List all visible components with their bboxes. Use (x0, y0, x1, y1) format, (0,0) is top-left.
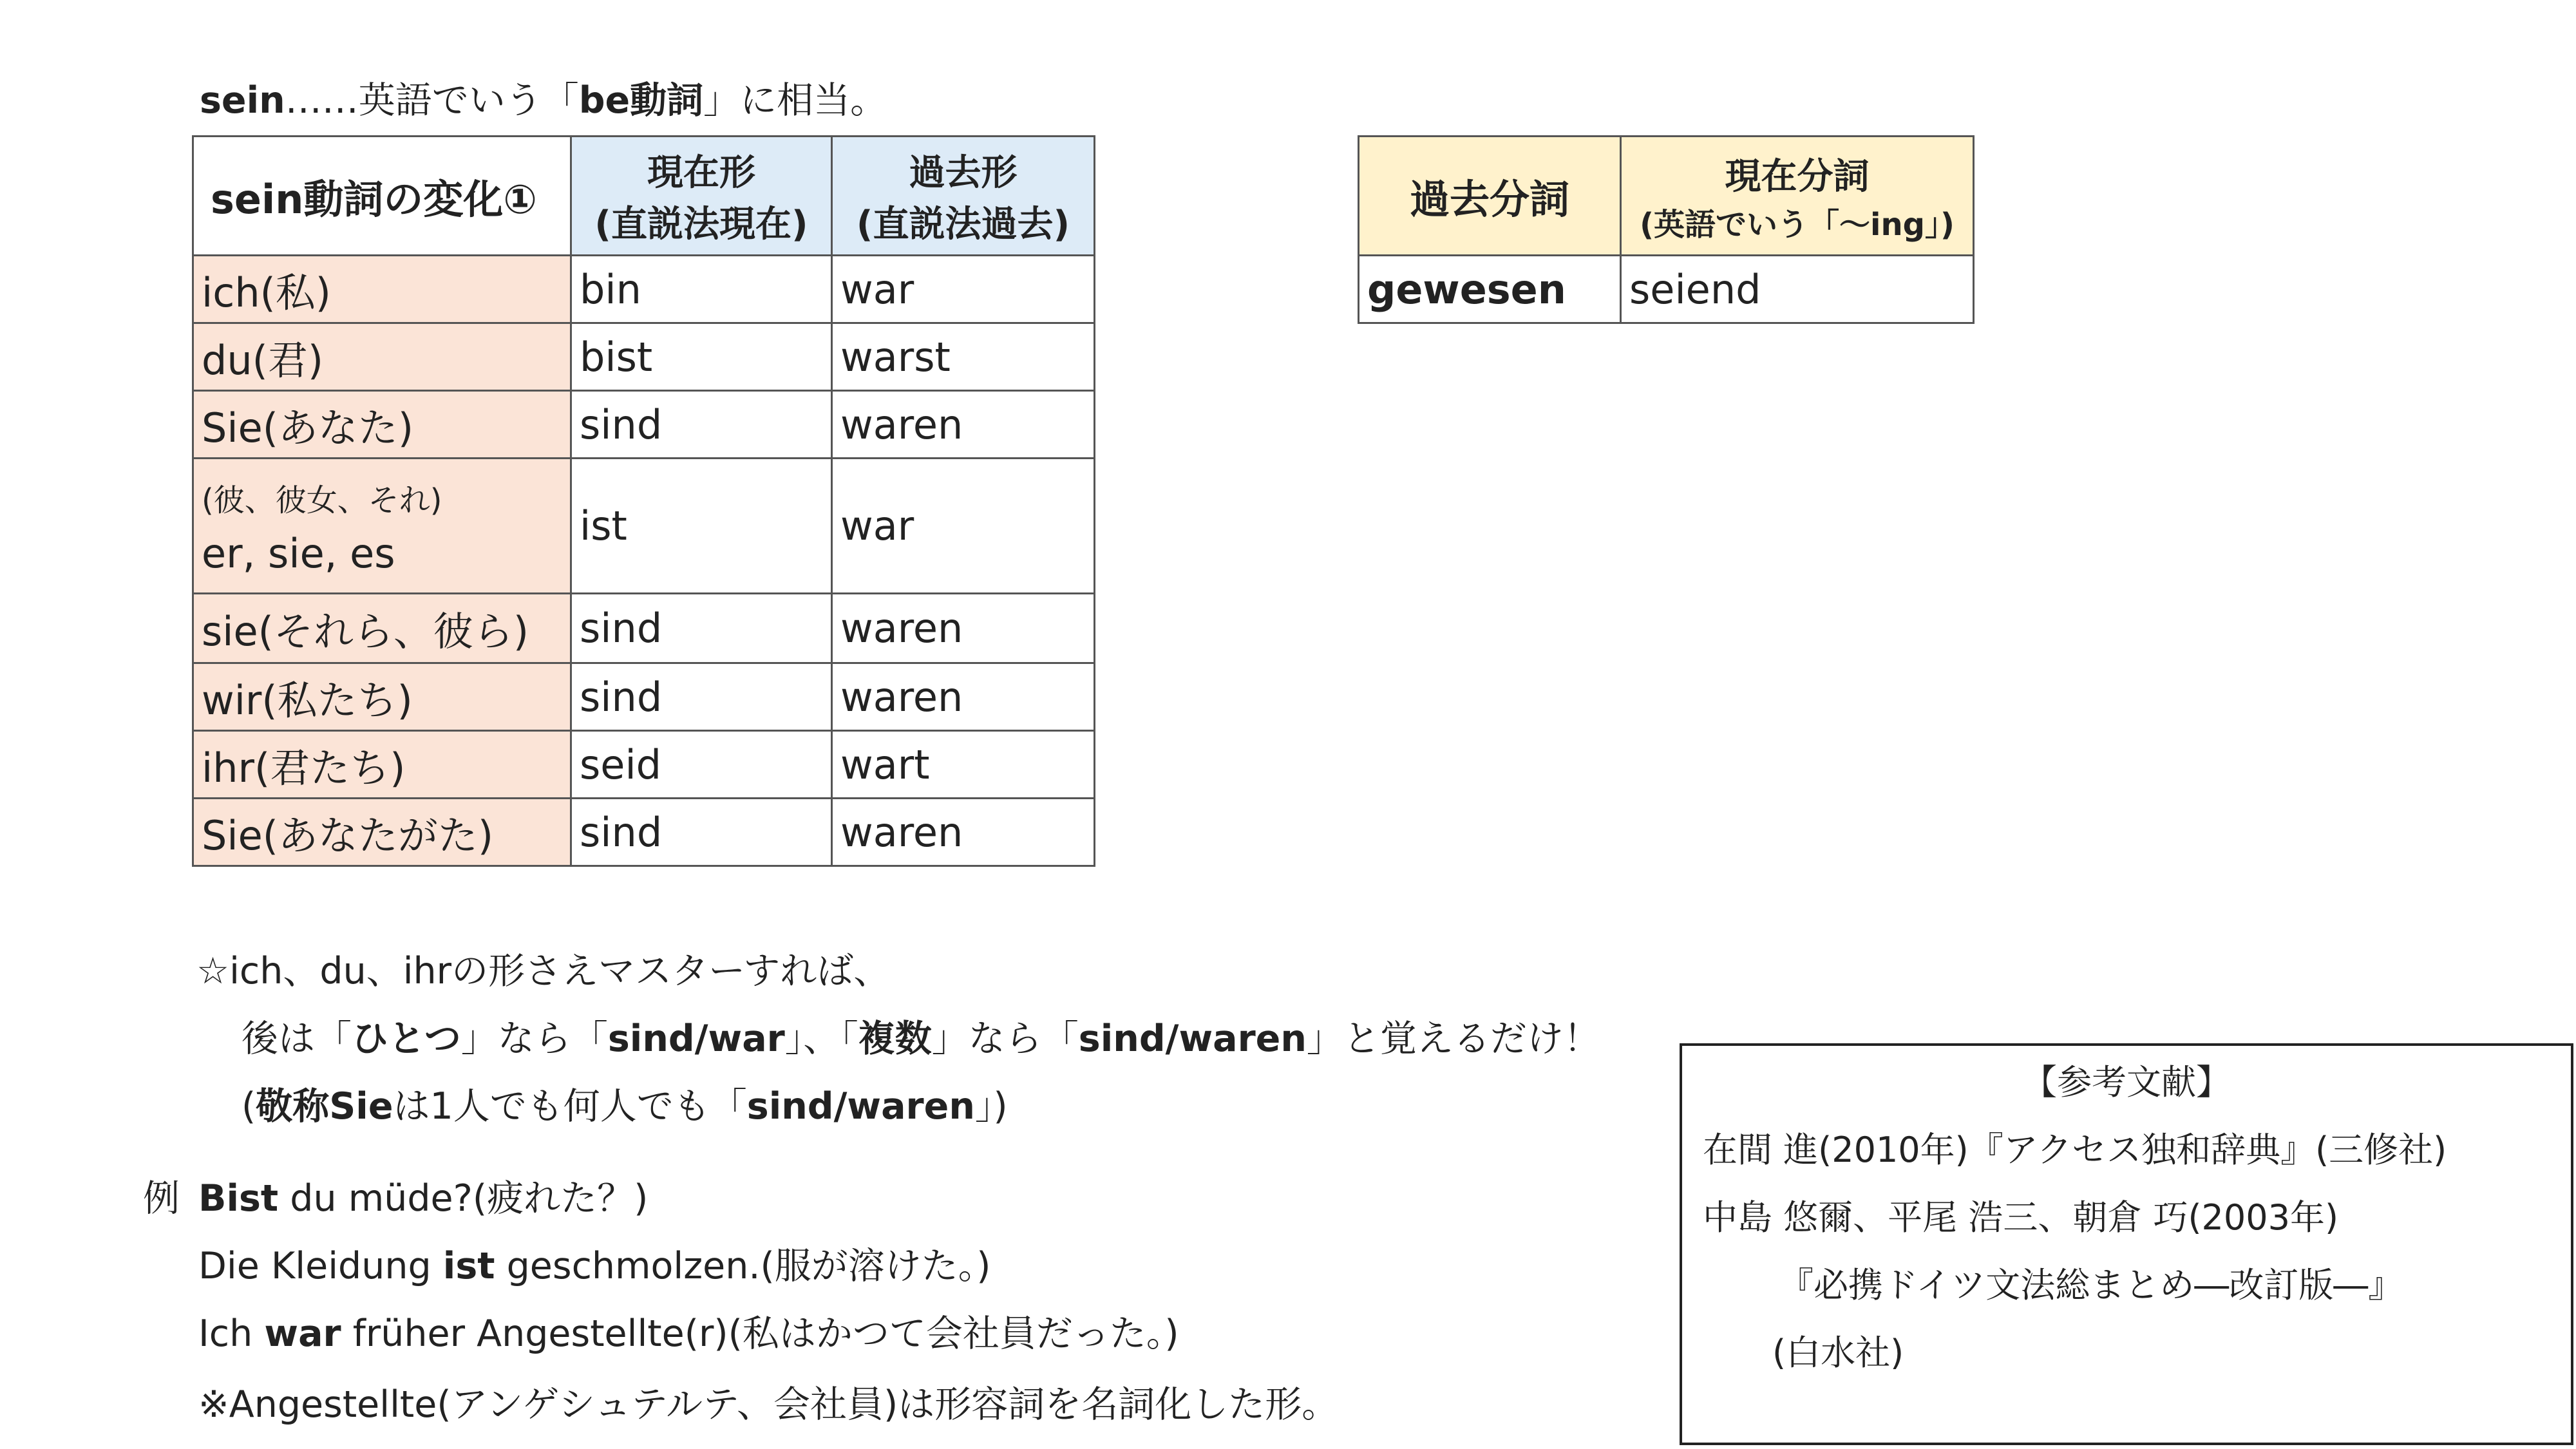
intro-line (200, 79, 887, 122)
intro-tail: 」に相当。 (703, 79, 887, 122)
reference-2-line-3: (白水社) (1772, 1332, 1904, 1373)
pronoun-cell: du(君) (193, 323, 571, 391)
table-row (193, 799, 1095, 866)
table-title: sein動詞の変化① (193, 137, 571, 256)
references-box (1680, 1043, 2573, 1445)
example-label: 例 (143, 1177, 180, 1220)
intro-mid: ……英語でいう「 (285, 79, 579, 122)
past-cell: waren (832, 391, 1095, 459)
example-note: ※Angestellte(アンゲシュテルテ、会社員)は形容詞を名詞化した形。 (198, 1383, 1339, 1426)
table-row (193, 391, 1095, 459)
participle-table (1358, 135, 1975, 324)
present-cell: sind (571, 663, 832, 731)
conjugation-table (192, 135, 1095, 867)
past-cell: war (832, 256, 1095, 323)
example-3: Ich war früher Angestellte(r)(私はかつて会社員だった。) (198, 1312, 1179, 1355)
present-cell: seid (571, 731, 832, 799)
table-row (193, 731, 1095, 799)
example-1: Bist du müde?(疲れた？) (198, 1177, 649, 1220)
present-cell: ist (571, 459, 832, 594)
present-cell: bin (571, 256, 832, 323)
past-cell: wart (832, 731, 1095, 799)
intro-word: sein (200, 79, 285, 122)
present-cell: bist (571, 323, 832, 391)
reference-2-line-2: 『必携ドイツ文法総まとめ―改訂版―』 (1779, 1265, 2403, 1305)
past-participle-value: gewesen (1359, 256, 1621, 323)
past-cell: war (832, 459, 1095, 594)
header-present: 現在形 (直説法現在) (571, 137, 832, 256)
table-row (193, 663, 1095, 731)
table-row (193, 323, 1095, 391)
pronoun-cell: sie(それら、彼ら) (193, 594, 571, 663)
tip-line-3: (敬称Sieは1人でも何人でも「sind/waren」) (242, 1085, 1008, 1128)
past-cell: warst (832, 323, 1095, 391)
present-cell: sind (571, 391, 832, 459)
table-row (193, 459, 1095, 594)
present-cell: sind (571, 799, 832, 866)
tip-line-2: 後は「ひとつ」なら「sind/war」、「複数」なら「sind/waren」と覚えるだけ！ (242, 1018, 1600, 1060)
pronoun-cell: wir(私たち) (193, 663, 571, 731)
example-2: Die Kleidung ist geschmolzen.(服が溶けた。) (198, 1245, 991, 1287)
pronoun-text: er, sie, es (202, 529, 395, 577)
pronoun-cell (193, 459, 571, 594)
past-cell: waren (832, 663, 1095, 731)
pronoun-cell: ihr(君たち) (193, 731, 571, 799)
header-present-participle: 現在分詞 (英語でいう「～ing」) (1621, 137, 1974, 256)
table-row (193, 594, 1095, 663)
pronoun-cell: Sie(あなた) (193, 391, 571, 459)
reference-2-line-1: 中島 悠爾、平尾 浩三、朝倉 巧(2003年) (1703, 1197, 2339, 1238)
tip-line-1: ☆ich、du、ihrの形さえマスターすれば、 (196, 950, 891, 992)
intro-bold: be動詞 (578, 79, 704, 122)
header-past: 過去形 (直説法過去) (832, 137, 1095, 256)
reference-1: 在間 進(2010年)『アクセス独和辞典』(三修社) (1703, 1130, 2447, 1170)
header-past-participle: 過去分詞 (1359, 137, 1621, 256)
past-cell: waren (832, 799, 1095, 866)
past-cell: waren (832, 594, 1095, 663)
pronoun-cell: ich(私) (193, 256, 571, 323)
table-row (1359, 256, 1974, 323)
table-row (193, 256, 1095, 323)
present-participle-value: seiend (1621, 256, 1974, 323)
pronoun-cell: Sie(あなたがた) (193, 799, 571, 866)
references-heading: 【参考文献】 (2022, 1062, 2231, 1103)
pronoun-note: (彼、彼女、それ) (202, 482, 442, 518)
present-cell: sind (571, 594, 832, 663)
